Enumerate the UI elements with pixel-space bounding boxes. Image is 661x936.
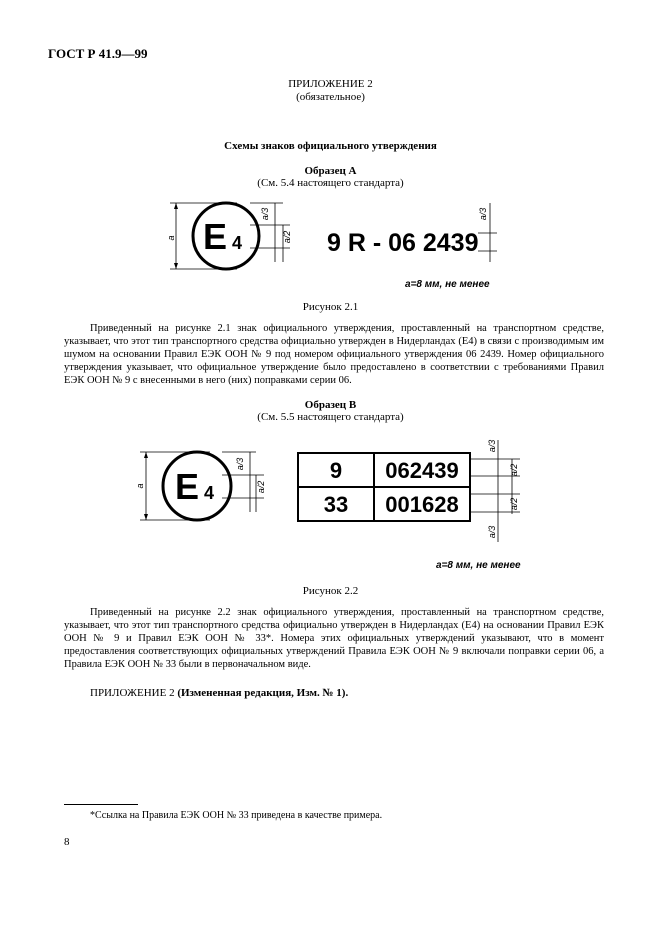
e-mark-circle — [193, 203, 259, 269]
dimension-a3-a2-b — [222, 452, 266, 512]
table-row-1-number: 062439 — [385, 458, 459, 483]
footnote: *Ссылка на Правила ЕЭК ООН № 33 приведена в качестве примера. — [90, 810, 383, 821]
table-row-1-reg: 9 — [329, 458, 343, 483]
dimension-table-a3-top: a/3 — [487, 439, 497, 453]
appendix-title: ПРИЛОЖЕНИЕ 2 — [288, 78, 373, 90]
document-header: ГОСТ Р 41.9—99 — [48, 46, 148, 61]
sample-a-title: Образец А — [304, 165, 357, 177]
dimension-a2-label: a/2 — [282, 230, 292, 244]
approval-code: 9 R - 06 2439 — [327, 229, 479, 257]
figure-2-1 — [0, 190, 661, 295]
mark-number: 4 — [232, 233, 243, 253]
paragraph-2: Приведенный на рисунке 2.2 знак официального утверждения, проставленный на транспортном средстве, указывает, что этот тип транспортного средства официально утвержден в Нидерландах (E4) на основании Правил ЕЭК ООН № 9 и Правил ЕЭК ООН № 33*. Номера этих официальных утверждений указывают, что в момент предоставления соответствующих официальных утверждений Правила ЕЭК ООН № 9 включали поправки серии 06, а Правила ЕЭК ООН № 33 были в первоначальном виде. — [64, 607, 604, 670]
table-row-2-number: 001628 — [385, 492, 459, 517]
page-number: 8 — [64, 836, 70, 848]
figure-2-2 — [0, 432, 661, 567]
footnote-divider — [64, 804, 138, 805]
figure-2-2-caption: Рисунок 2.2 — [302, 585, 359, 597]
dimension-a3-label: a/3 — [260, 207, 270, 221]
mark-number-b: 4 — [204, 483, 215, 503]
amendment-line — [90, 687, 348, 699]
paragraph-1: Приведенный на рисунке 2.1 знак официального утверждения, проставленный на транспортном средстве, указывает, что этот тип транспортного средства официально утвержден в Нидерландах (E4) в связи с производимым им шумом на основании Правил ЕЭК ООН № 9 под номером официального утверждения 06 2439. Номер официального утверждения указывает, что официальное утверждение было предоставлено в соответствии с требованиями Правил ЕЭК ООН № 9 с внесенными в него (них) поправками серии 06. — [64, 323, 604, 386]
mark-letter-b: E — [175, 466, 200, 507]
dimension-a3-b-label: a/3 — [235, 457, 245, 471]
sample-a-ref: (См. 5.4 настоящего стандарта) — [257, 177, 404, 189]
dimension-code-a3 — [478, 203, 497, 262]
amendment-text: (Измененная редакция, Изм. № 1). — [177, 687, 349, 699]
approval-table — [298, 453, 470, 521]
amendment-label: ПРИЛОЖЕНИЕ 2 — [90, 687, 175, 699]
figure-2-1-caption: Рисунок 2.1 — [302, 301, 359, 313]
section-title: Схемы знаков официального утверждения — [224, 140, 437, 152]
dimension-a-b-label: a — [135, 483, 145, 489]
dimension-table-a3-bottom: a/3 — [487, 525, 497, 539]
dimension-table-a2-top: a/2 — [509, 463, 519, 477]
sample-a-note: a=8 мм, не менее — [405, 279, 490, 290]
dimension-table-right — [470, 440, 520, 542]
dimension-a3-a2 — [250, 203, 292, 262]
sample-b-title: Образец В — [304, 399, 357, 411]
e-mark-circle-b — [163, 452, 231, 520]
sample-b-note: a=8 мм, не менее — [436, 560, 521, 571]
table-row-2-reg: 33 — [323, 492, 349, 517]
dimension-table-a2-bottom: a/2 — [509, 497, 519, 511]
dimension-a-label: a — [166, 235, 176, 241]
dimension-a2-b-label: a/2 — [256, 480, 266, 494]
dimension-code-a3-label: a/3 — [478, 207, 488, 221]
appendix-status: (обязательное) — [296, 91, 365, 103]
mark-letter: E — [203, 216, 228, 257]
sample-b-ref: (См. 5.5 настоящего стандарта) — [257, 411, 404, 423]
